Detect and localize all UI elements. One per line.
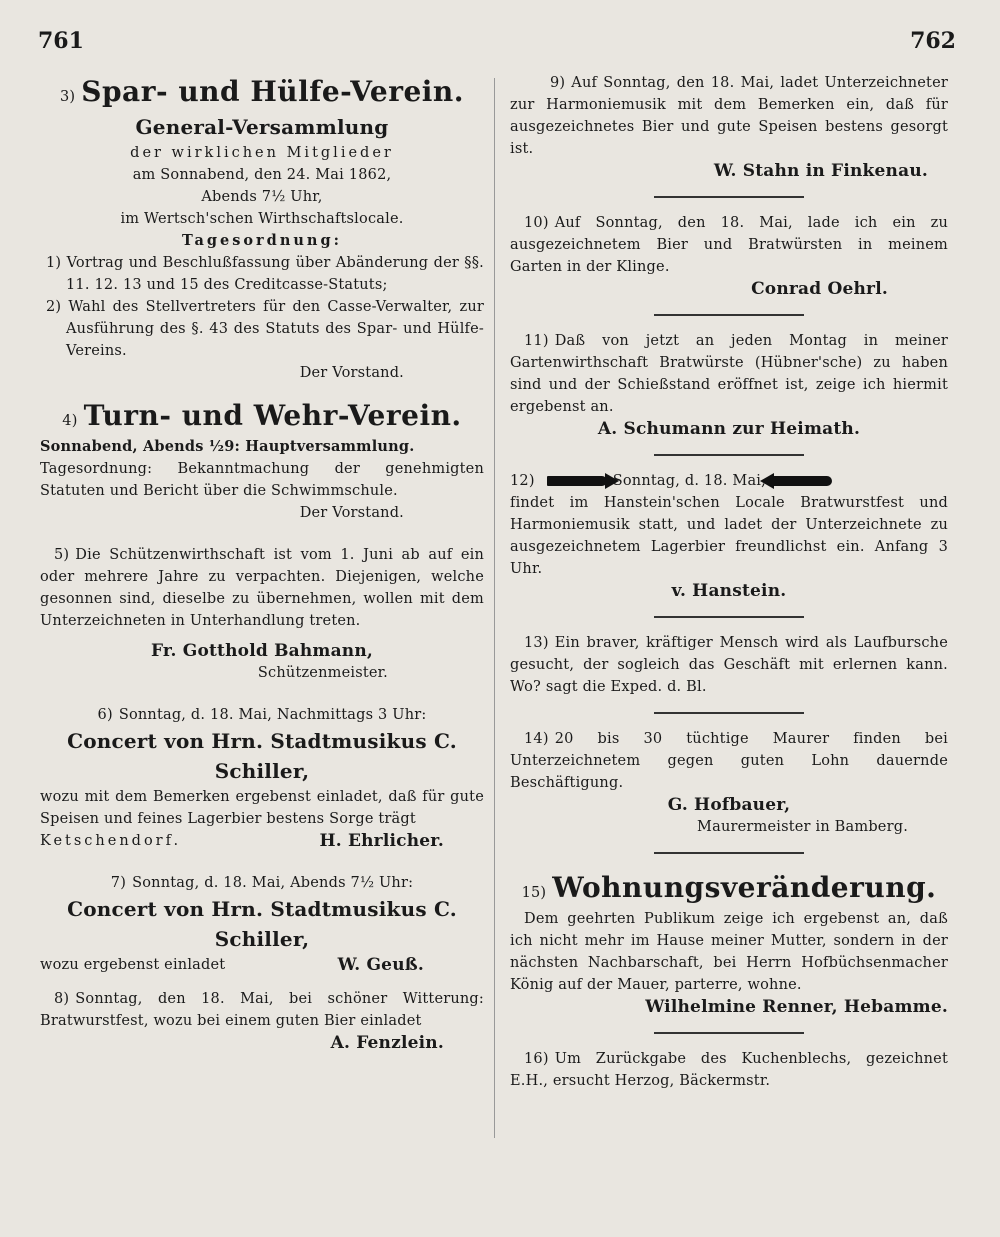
notice-line: der wirklichen Mitglieder <box>130 145 394 161</box>
notice-line: im Wertsch'schen Wirthschaftslocale. <box>120 211 404 227</box>
notice-number: 9) <box>550 75 566 91</box>
signature: Conrad Oehrl. <box>751 279 888 299</box>
notice-5 <box>40 544 484 684</box>
notice-number: 11) <box>524 333 549 349</box>
notice-4 <box>40 396 484 524</box>
notice-title: Turn- und Wehr-Verein. <box>83 399 462 432</box>
page-number-right: 762 <box>910 28 956 54</box>
agenda-title: Tagesordnung: <box>182 232 342 249</box>
notice-text: 20 bis 30 tüchtige Maurer finden bei Unterzeichnetem gegen guten Lohn dauernde Beschäftigung. <box>510 731 948 791</box>
pointing-hand-icon <box>772 476 832 486</box>
signature: A. Schumann zur Heimath. <box>597 419 861 439</box>
notice-number: 15) <box>521 885 547 901</box>
notice-6 <box>40 704 484 852</box>
notice-number: 8) <box>54 991 70 1007</box>
separator-rule <box>654 616 804 618</box>
pointing-hand-icon <box>547 476 607 486</box>
notice-12 <box>510 470 948 602</box>
notice-subtitle: General-Versammlung <box>135 115 389 139</box>
notice-text: Sonntag, den 18. Mai, bei schöner Witterung: Bratwurstfest, wozu bei einem guten Bier einladet <box>40 991 484 1029</box>
signature: Der Vorstand. <box>299 505 404 521</box>
notice-3 <box>40 72 484 384</box>
right-column <box>510 72 948 1092</box>
notice-16 <box>510 1048 948 1092</box>
notice-number: 14) <box>524 731 549 747</box>
notice-line: am Sonnabend, den 24. Mai 1862, <box>132 167 392 183</box>
notice-number: 3) <box>59 89 76 105</box>
separator-rule <box>654 1032 804 1034</box>
notice-13 <box>510 632 948 698</box>
column-divider <box>494 78 495 1138</box>
notice-14 <box>510 728 948 838</box>
signature: G. Hofbauer, <box>667 795 791 815</box>
notice-text: Dem geehrten Publikum zeige ich ergebenst an, daß ich nicht mehr im Hause meiner Mutter, sondern in der nächsten Nachbarschaft, bei Herrn Hofbüchsenmacher König auf der Mauer, parterre, wohne. <box>510 911 948 993</box>
signature: Fr. Gotthold Bahmann, <box>150 641 374 661</box>
notice-number: 13) <box>524 635 549 651</box>
notice-text: findet im Hanstein'schen Locale Bratwurstfest und Harmoniemusik statt, und ladet der Unterzeichnete zu ausgezeichnetem Lagerbier freundlichst ein. Anfang 3 Uhr. <box>510 495 948 577</box>
signature: v. Hanstein. <box>671 581 787 601</box>
notice-number: 16) <box>524 1051 549 1067</box>
notice-11 <box>510 330 948 440</box>
notice-text: Die Schützenwirthschaft ist vom 1. Juni ab auf ein oder mehrere Jahre zu verpachten. Diejenigen, welche gesonnen sind, dieselbe zu übernehmen, wollen mit dem Unterzeichneten in Unterhandlung treten. <box>40 547 484 629</box>
signature: W. Geuß. <box>337 955 424 975</box>
separator-rule <box>654 454 804 456</box>
left-column <box>40 72 484 1054</box>
notice-10 <box>510 212 948 300</box>
notice-number: 10) <box>524 215 549 231</box>
agenda-item: 1) Vortrag und Beschlußfassung über Abänderung der §§. 11. 12. 13 und 15 des Creditcasse-Statuts; <box>46 255 484 293</box>
notice-number: 6) <box>97 707 113 723</box>
notice-line: Sonnabend, Abends ½9: Hauptversammlung. <box>40 438 415 455</box>
notice-title: Concert von Hrn. Stadtmusikus C. Schiller, <box>67 897 457 951</box>
notice-number: 7) <box>110 875 127 891</box>
signature-title: Schützenmeister. <box>257 665 388 681</box>
notice-text: wozu ergebenst einladet <box>40 957 226 973</box>
notice-15 <box>510 868 948 1018</box>
notice-text: Auf Sonntag, den 18. Mai, lade ich ein zu ausgezeichnetem Bier und Bratwürsten in meinem Garten in der Klinge. <box>510 215 948 275</box>
signature: H. Ehrlicher. <box>319 831 444 851</box>
separator-rule <box>654 712 804 714</box>
signature: W. Stahn in Finkenau. <box>713 161 928 181</box>
notice-title: Concert von Hrn. Stadtmusikus C. Schiller, <box>67 729 457 783</box>
notice-title: Wohnungsveränderung. <box>552 871 937 904</box>
notice-number: 5) <box>54 547 70 563</box>
notice-title: Spar- und Hülfe-Verein. <box>81 75 465 108</box>
agenda-item: 2) Wahl des Stellvertreters für den Casse-Verwalter, zur Ausführung des §. 43 des Statuts des Spar- und Hülfe-Vereins. <box>46 299 484 359</box>
notice-number: 12) <box>510 473 535 489</box>
notice-line: Sonntag, d. 18. Mai, <box>612 473 766 489</box>
separator-rule <box>654 852 804 854</box>
place-name: Ketschendorf. <box>40 833 182 849</box>
notice-line: Sonntag, d. 18. Mai, Nachmittags 3 Uhr: <box>118 707 427 723</box>
notice-8 <box>40 988 484 1054</box>
notice-text: Tagesordnung: Bekanntmachung der genehmigten Statuten und Bericht über die Schwimmschule. <box>40 461 484 499</box>
signature-title: Maurermeister in Bamberg. <box>697 819 908 835</box>
notice-text: wozu mit dem Bemerken ergebenst einladet, daß für gute Speisen und feines Lagerbier bestens Sorge trägt <box>40 789 484 827</box>
notice-9 <box>510 72 948 182</box>
notice-text: Ein braver, kräftiger Mensch wird als Laufbursche gesucht, der sogleich das Geschäft mit erlernen kann. Wo? sagt die Exped. d. Bl. <box>510 635 948 695</box>
signature: Der Vorstand. <box>299 365 404 381</box>
separator-rule <box>654 314 804 316</box>
notice-number: 4) <box>62 413 78 429</box>
notice-line: Abends 7½ Uhr, <box>201 189 323 205</box>
page-number-left: 761 <box>38 28 84 54</box>
separator-rule <box>654 196 804 198</box>
notice-text: Auf Sonntag, den 18. Mai, ladet Unterzeichneter zur Harmoniemusik mit dem Bemerken ein, daß für ausgezeichnetes Bier und gute Speisen bestens gesorgt ist. <box>510 75 948 157</box>
signature: Wilhelmine Renner, Hebamme. <box>645 997 948 1017</box>
notice-text: Um Zurückgabe des Kuchenblechs, gezeichnet E.H., ersucht Herzog, Bäckermstr. <box>510 1051 948 1089</box>
notice-text: Daß von jetzt an jeden Montag in meiner Gartenwirthschaft Bratwürste (Hübner'sche) zu haben sind und der Schießstand eröffnet ist, zeige ich hiermit ergebenst an. <box>510 333 948 415</box>
notice-7 <box>40 872 484 976</box>
notice-line: Sonntag, d. 18. Mai, Abends 7½ Uhr: <box>132 875 414 891</box>
signature: A. Fenzlein. <box>330 1033 444 1053</box>
